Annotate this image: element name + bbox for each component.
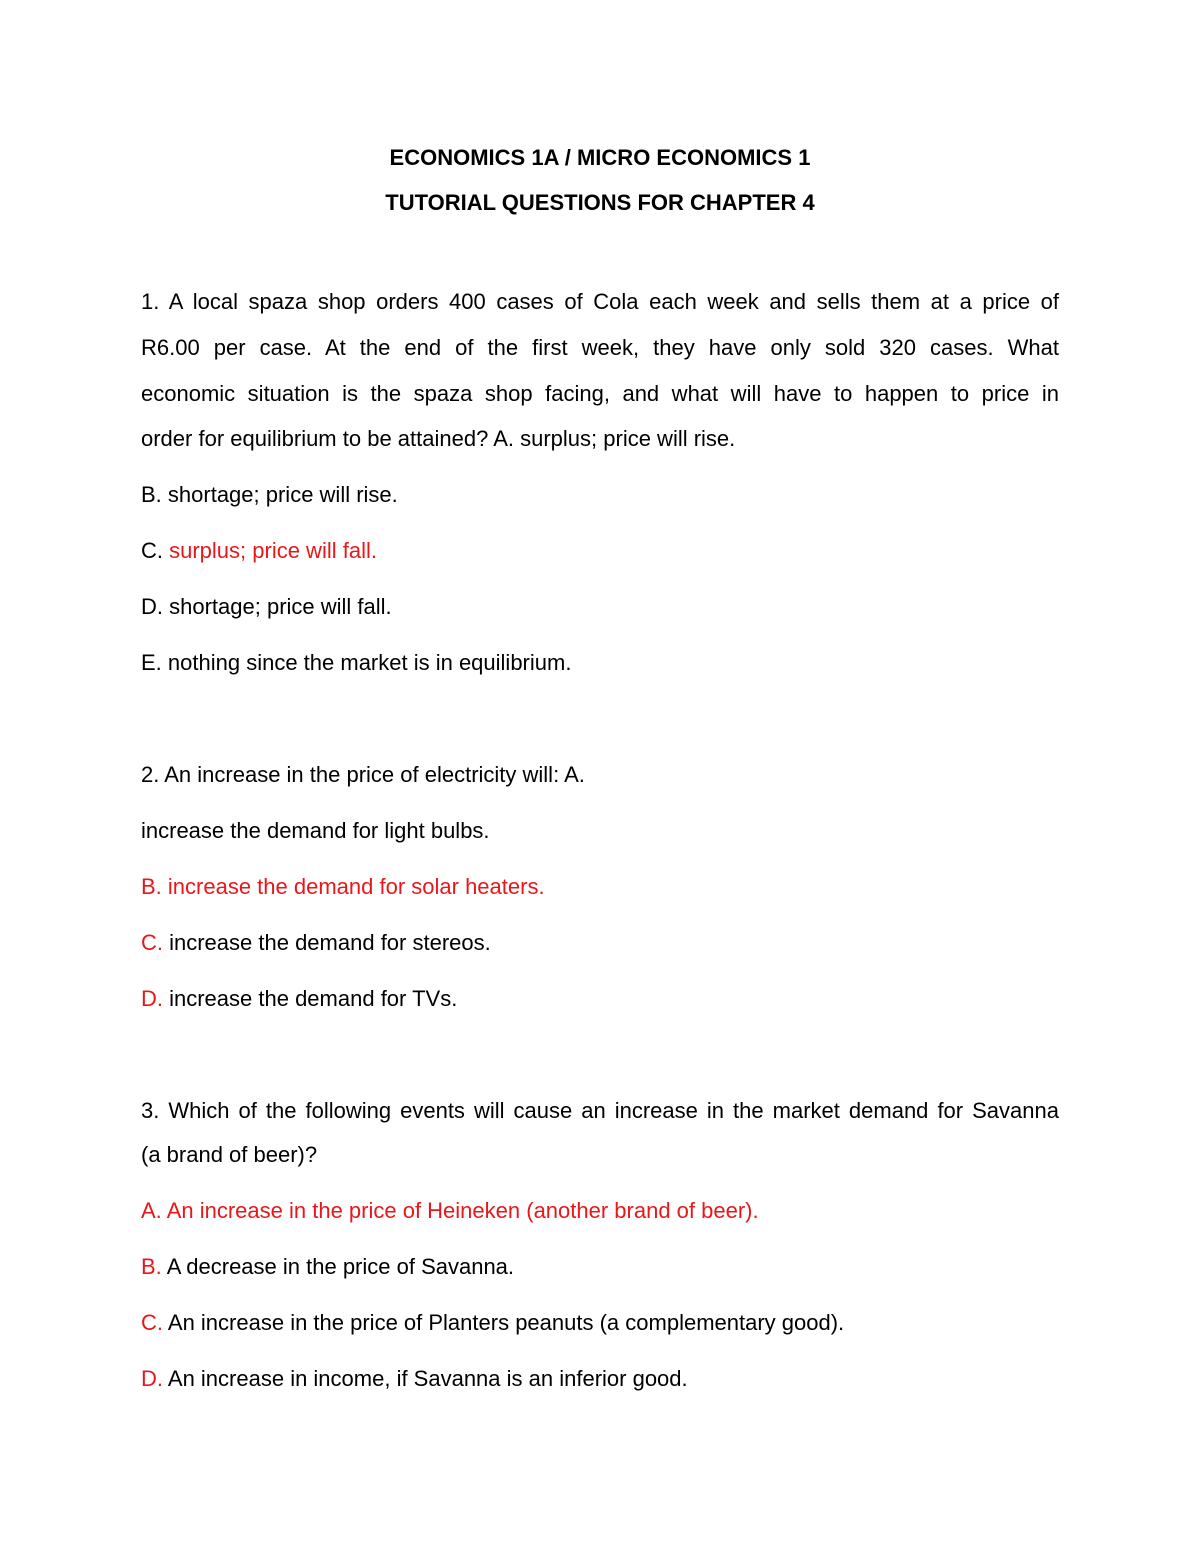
correct-answer-text: increase the demand for solar heaters.	[161, 874, 545, 899]
question-1-stem-line-1: 1. A local spaza shop orders 400 cases of Cola each week and sells them at a price of	[141, 289, 1059, 314]
option-letter: B.	[141, 874, 162, 899]
correct-answer-text: surplus; price will fall.	[163, 538, 377, 563]
question-1-stem-line-3: economic situation is the spaza shop facing, and what will have to happen to price in	[141, 381, 1059, 406]
option-letter: D.	[141, 986, 163, 1011]
question-2-option-d	[141, 985, 457, 1013]
option-text: increase the demand for stereos.	[163, 930, 491, 955]
question-3-stem-line-1: 3. Which of the following events will cause an increase in the market demand for Savanna	[141, 1098, 1059, 1123]
question-1-option-e	[141, 649, 571, 677]
option-text: increase the demand for TVs.	[163, 986, 458, 1011]
question-1-stem-line-2: R6.00 per case. At the end of the first week, they have only sold 320 cases. What	[141, 335, 1059, 360]
option-letter: D.	[141, 594, 163, 619]
question-2-stem-line-2: increase the demand for light bulbs.	[141, 818, 490, 843]
question-2-option-b	[141, 873, 545, 901]
question-1-stem-line-4: order for equilibrium to be attained? A. surplus; price will rise.	[141, 426, 736, 451]
option-text: An increase in income, if Savanna is an inferior good.	[163, 1366, 688, 1391]
question-3-stem-line-2: (a brand of beer)?	[141, 1142, 318, 1167]
document-subtitle: TUTORIAL QUESTIONS FOR CHAPTER 4	[385, 190, 815, 215]
option-text: shortage; price will fall.	[163, 594, 392, 619]
option-letter: C.	[141, 930, 163, 955]
question-3-option-c	[141, 1309, 844, 1337]
question-1-option-d	[141, 593, 392, 621]
question-1-option-b	[141, 481, 398, 509]
question-1-option-c	[141, 537, 377, 565]
correct-answer-text: An increase in the price of Heineken (another brand of beer).	[161, 1198, 759, 1223]
option-text: A decrease in the price of Savanna.	[161, 1254, 515, 1279]
option-letter: C.	[141, 538, 163, 563]
option-letter: B.	[141, 482, 162, 507]
option-text: nothing since the market is in equilibrium.	[161, 650, 572, 675]
question-2-option-c	[141, 929, 491, 957]
option-letter: A.	[141, 1198, 162, 1223]
question-3-option-b	[141, 1253, 514, 1281]
document-title: ECONOMICS 1A / MICRO ECONOMICS 1	[389, 145, 811, 170]
option-letter: E.	[141, 650, 162, 675]
option-letter: D.	[141, 1366, 163, 1391]
option-text: An increase in the price of Planters peanuts (a complementary good).	[163, 1310, 845, 1335]
question-2-stem-line-1: 2. An increase in the price of electricity will: A.	[141, 762, 585, 787]
option-text: shortage; price will rise.	[161, 482, 398, 507]
option-letter: C.	[141, 1310, 163, 1335]
question-3-option-a	[141, 1197, 759, 1225]
question-3-option-d	[141, 1365, 688, 1393]
option-letter: B.	[141, 1254, 162, 1279]
